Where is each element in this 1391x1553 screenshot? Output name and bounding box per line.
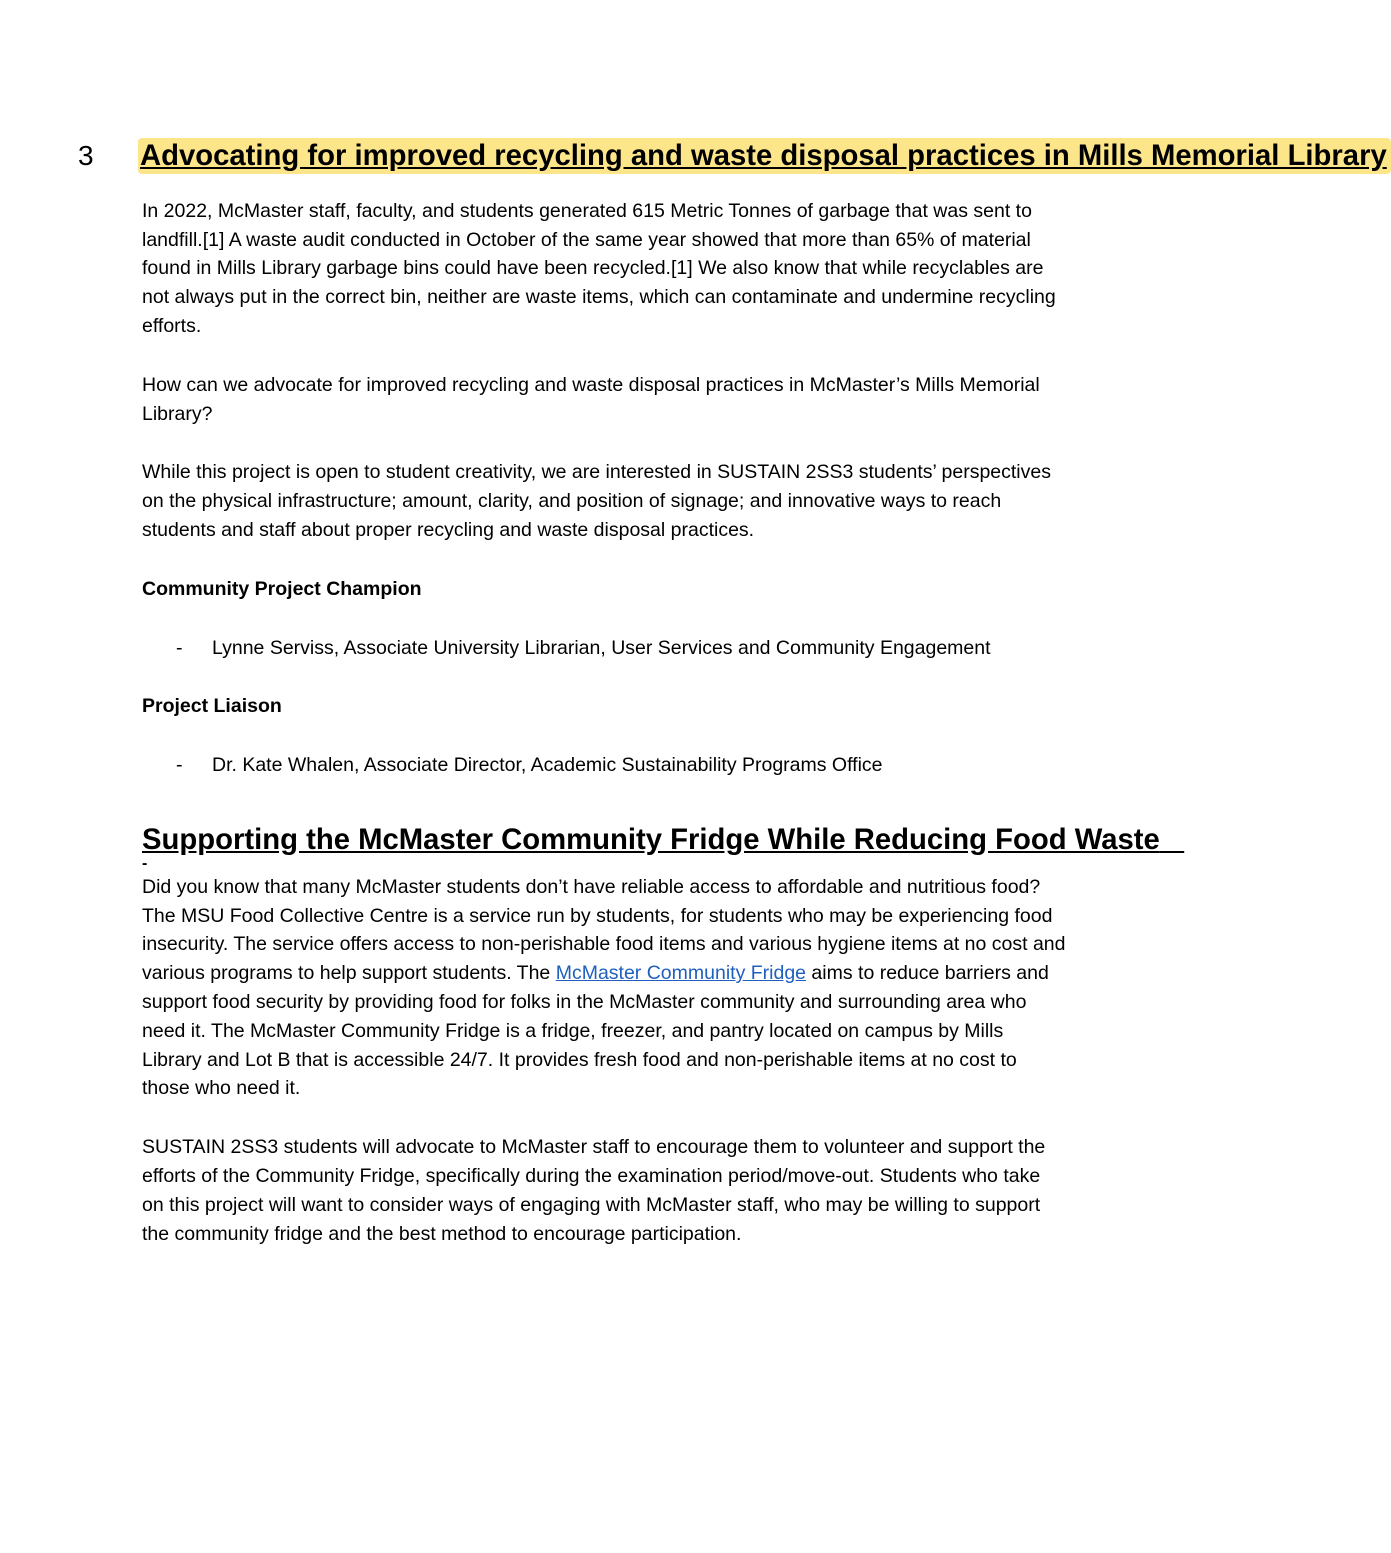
liaison-list-item	[176, 751, 1067, 780]
section-number: 3	[78, 140, 94, 171]
section1-paragraph-3: While this project is open to student creativity, we are interested in SUSTAIN 2SS3 students’ perspectives on the physical infrastructure; amount, clarity, and position of signage; and innovative ways to reach students and staff about proper recycling and waste disposal practices.	[142, 461, 1051, 541]
section2-paragraph-1-before: Did you know that many McMaster students don’t have reliable access to affordable and nutritious food? The MSU Food Collective Centre is a service run by students, for students who may be experiencing food insecurity. The service offers access to non-perishable food items and various hygiene items at no cost and various programs to help support students. The	[142, 875, 1066, 985]
bullet-dash: -	[176, 754, 183, 777]
champion-label: Community Project Champion	[142, 577, 422, 600]
section1-paragraph-2: How can we advocate for improved recycling and waste disposal practices in McMaster’s Mills Memorial Library?	[142, 373, 1040, 425]
section2-paragraph-1-after: aims to reduce barriers and support food security by providing food for folks in the McMaster community and surrounding area who need it. The McMaster Community Fridge is a fridge, freezer, and pantry located on campus by Mills Library and Lot B that is accessible 24/7. It provides fresh food and non-perishable items at no cost to those who need it.	[142, 962, 1049, 1100]
community-fridge-link[interactable]: McMaster Community Fridge	[555, 962, 807, 985]
bullet-dash: -	[176, 636, 183, 659]
liaison-label: Project Liaison	[142, 695, 282, 718]
document-body	[140, 140, 1387, 1248]
section2-heading	[142, 823, 1160, 856]
section1-heading	[140, 140, 1387, 172]
section2-paragraph-2: SUSTAIN 2SS3 students will advocate to McMaster staff to encourage them to volunteer and support the efforts of the Community Fridge, specifically during the examination period/move-out. Students who take on this project will want to consider ways of engaging with McMaster staff, who may be willing to support the community fridge and the best method to encourage participation.	[142, 1136, 1046, 1245]
section2-heading-text: Supporting the McMaster Community Fridge While Reducing Food Waste	[142, 823, 1160, 856]
champion-list-item	[176, 634, 1067, 663]
section1-paragraph-1: In 2022, McMaster staff, faculty, and students generated 615 Metric Tonnes of garbage that was sent to landfill.[1] A waste audit conducted in October of the same year showed that more than 65% of material found in Mills Library garbage bins could have been recycled.[1] We also know that while recyclables are not always put in the correct bin, neither are waste items, which can contaminate and undermine recycling efforts.	[142, 199, 1056, 337]
stray-dash: -	[142, 854, 148, 872]
section2-paragraph-1	[142, 873, 1067, 1103]
champion-name: Lynne Serviss, Associate University Librarian, User Services and Community Engagement	[212, 636, 991, 659]
section1-heading-text: Advocating for improved recycling and waste disposal practices in Mills Memorial Library	[138, 138, 1391, 174]
liaison-name: Dr. Kate Whalen, Associate Director, Academic Sustainability Programs Office	[212, 754, 883, 777]
